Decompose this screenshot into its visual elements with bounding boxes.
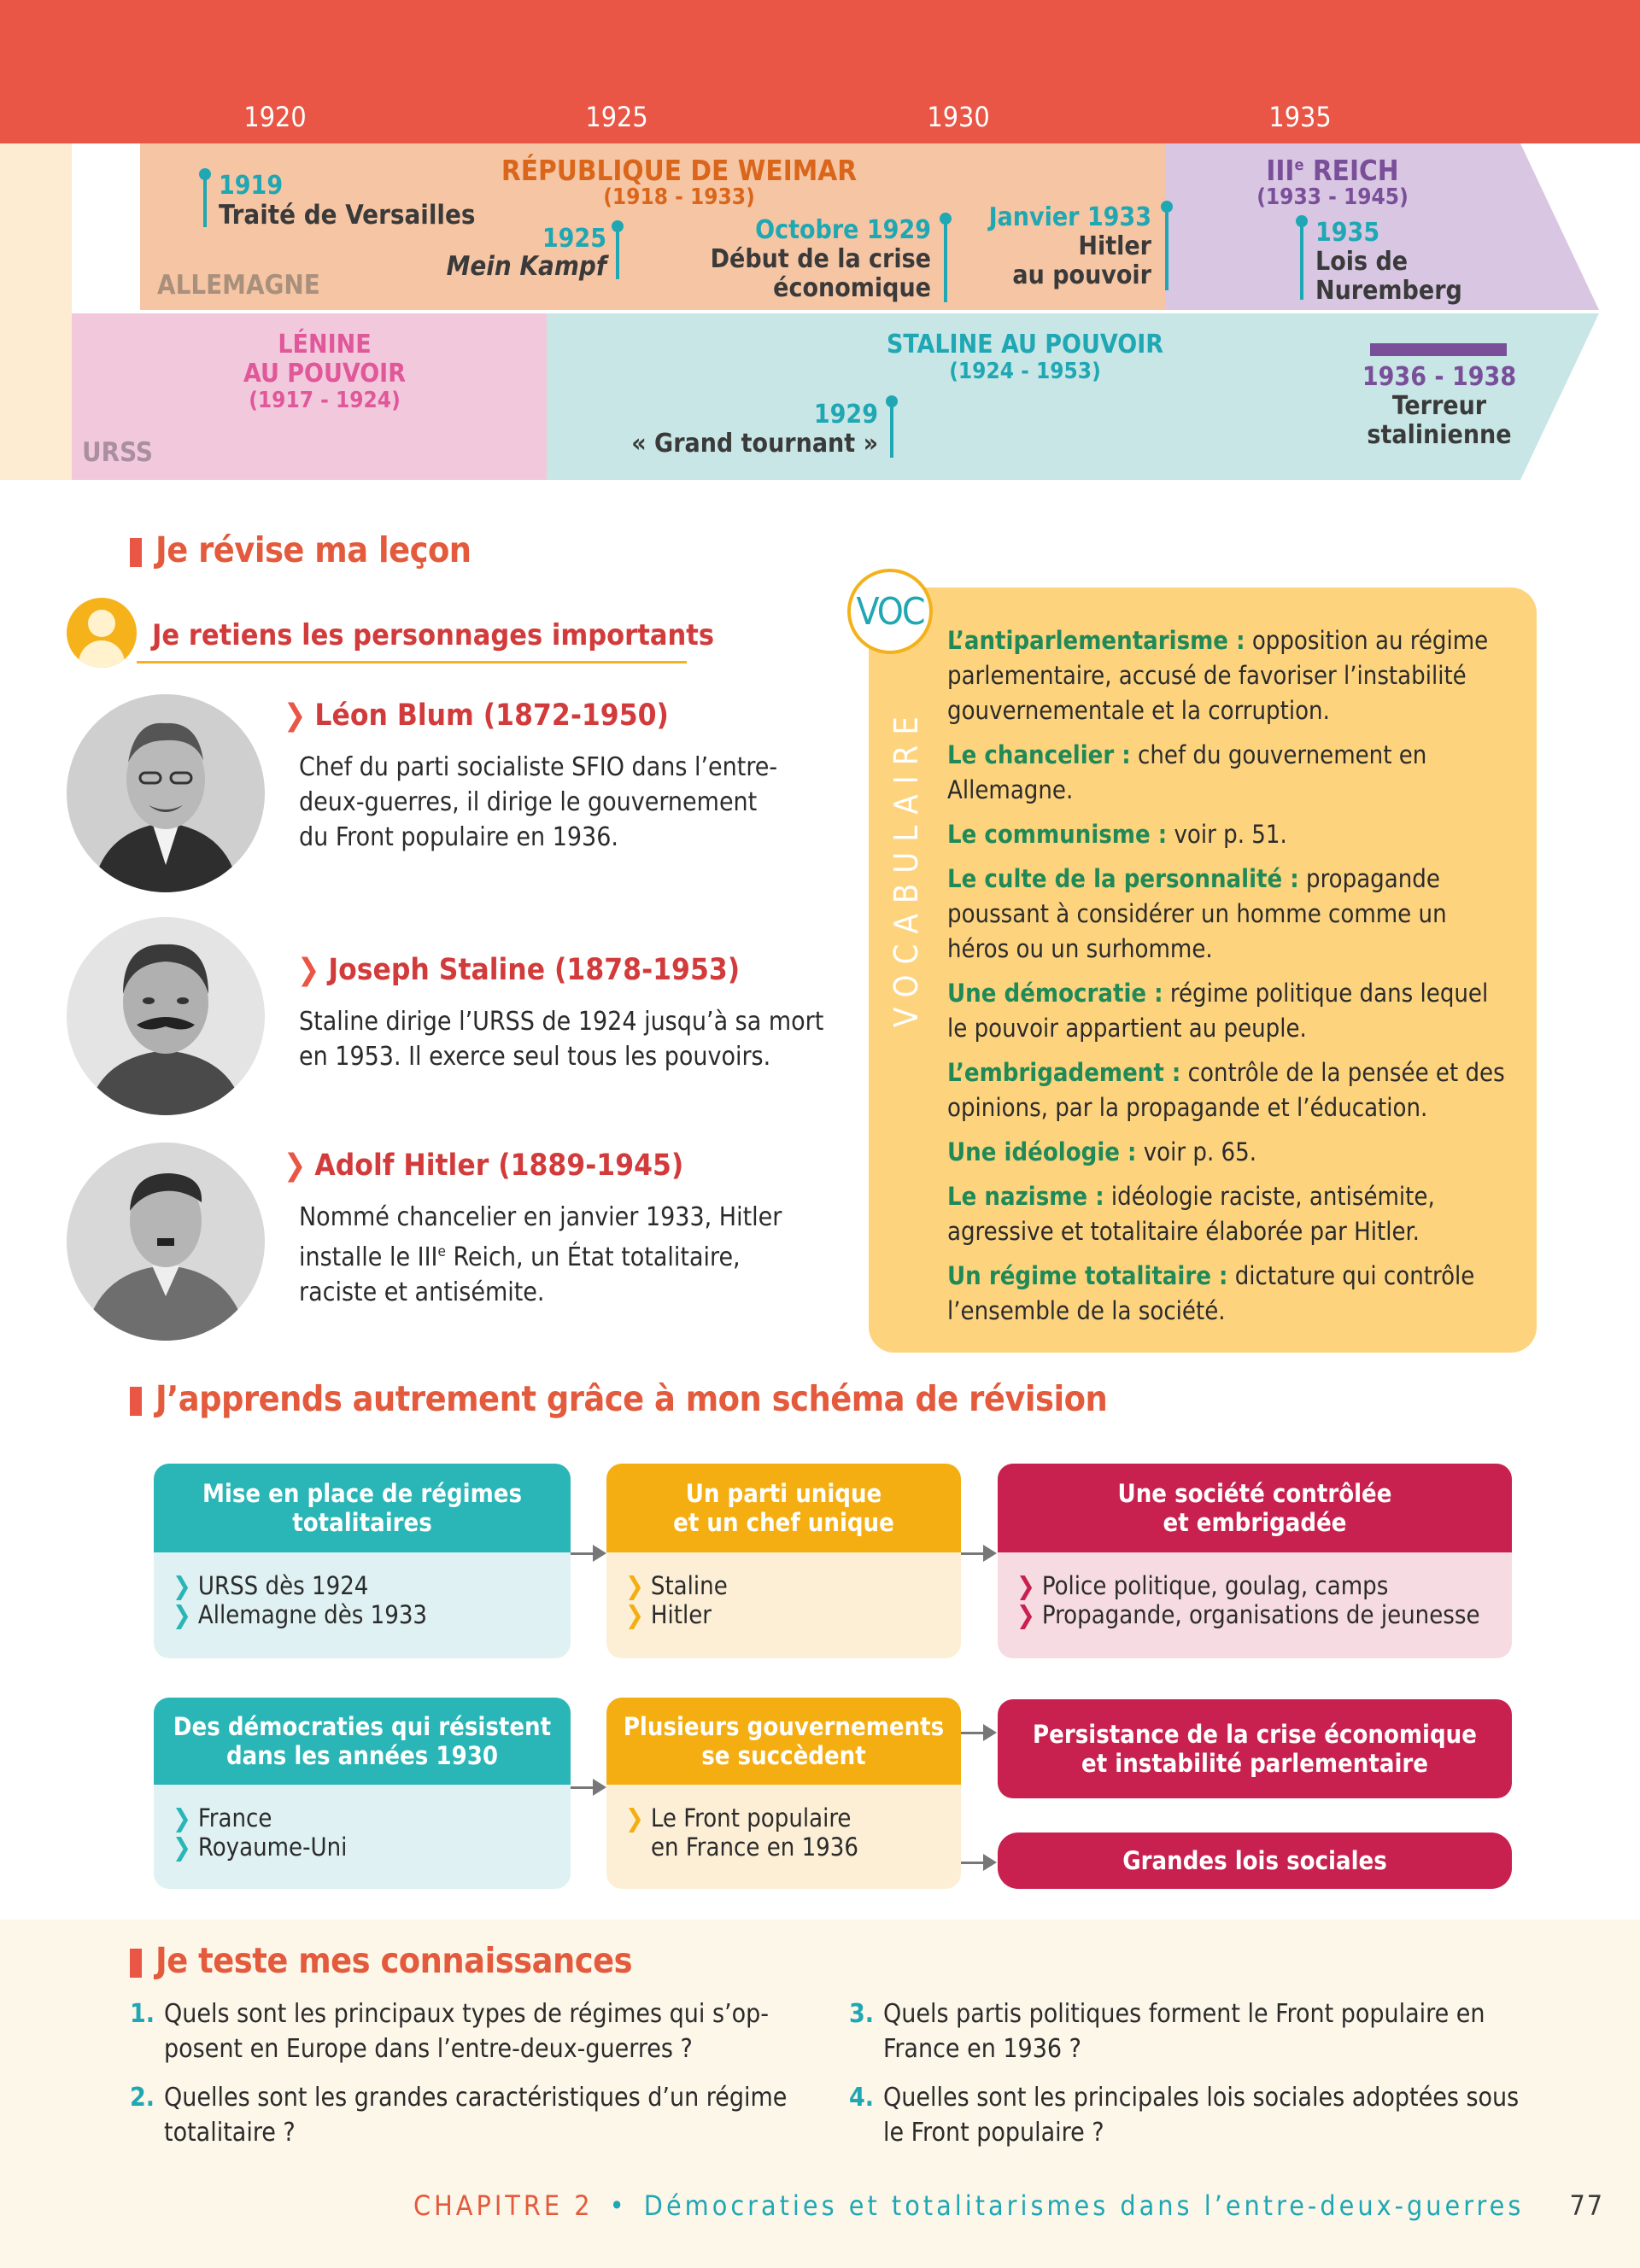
staline-title: STALINE AU POUVOIR xyxy=(886,330,1164,359)
schema-arrow-head xyxy=(593,1779,606,1796)
event-pin-line xyxy=(944,219,947,302)
schema-box-header: Une société contrôlée et embrigadée xyxy=(998,1464,1512,1552)
people-heading: Je retiens les personnages importants xyxy=(152,618,715,652)
event-jan-1933-line1: Hitler xyxy=(1078,231,1151,261)
lenine-line2: AU POUVOIR xyxy=(243,359,407,389)
terror-line1: Terreur xyxy=(1391,391,1487,421)
people-heading-underline xyxy=(137,661,687,663)
event-pin-line xyxy=(1300,221,1303,300)
schema-box-body: ❯ URSS dès 1924 ❯ Allemagne dès 1933 xyxy=(173,1571,428,1629)
weimar-title: RÉPUBLIQUE DE WEIMAR xyxy=(501,154,858,187)
page-number: 77 xyxy=(1569,2189,1605,2222)
timeline-year-1935: 1935 xyxy=(1268,101,1332,133)
terror-dates: 1936 - 1938 xyxy=(1362,362,1517,392)
event-urss-1929-year: 1929 xyxy=(813,400,878,430)
schema-box-header: Des démocraties qui résistent dans les années 1930 xyxy=(154,1698,571,1785)
vocab-entry: Le culte de la personnalité : propagande poussant à considérer un homme comme un héros ou un surhomme. xyxy=(947,864,1447,963)
page-footer xyxy=(413,2189,1604,2222)
section-title-test: Je teste mes connaissances xyxy=(155,1940,633,1981)
section-title-revise: Je révise ma leçon xyxy=(155,529,472,570)
schema-arrow xyxy=(961,1862,985,1864)
event-1935-line2: Nuremberg xyxy=(1315,276,1462,306)
schema-box-body: ❯ Staline ❯ Hitler xyxy=(625,1571,728,1629)
vocab-entry: Une démocratie : régime politique dans lequel le pouvoir appartient au peuple. xyxy=(947,979,1489,1043)
schema-arrow xyxy=(961,1552,985,1555)
lenine-dates: (1917 - 1924) xyxy=(249,388,401,413)
leon-blum-bio: Chef du parti socialiste SFIO dans l’entre- deux-guerres, il dirige le gouvernement du Front populaire en 1936. xyxy=(299,752,778,852)
event-1935-year: 1935 xyxy=(1315,218,1380,248)
leon-blum-name: ❯ Léon Blum (1872-1950) xyxy=(284,699,669,733)
event-1925-year: 1925 xyxy=(542,224,606,254)
staline-name: ❯ Joseph Staline (1878-1953) xyxy=(297,953,741,987)
person-icon xyxy=(67,598,137,668)
question-1: 1. Quels sont les principaux types de régimes qui s’op- posent en Europe dans l’entre-deux-guerres ? xyxy=(130,1999,769,2064)
terror-period-bar xyxy=(1370,343,1507,356)
reich-title: IIIe REICH xyxy=(1266,154,1399,187)
schema-box-persistance-crise: Persistance de la crise économique et instabilité parlementaire xyxy=(998,1699,1512,1798)
question-2: 2. Quelles sont les grandes caractéristiques d’un régime totalitaire ? xyxy=(130,2083,788,2148)
germany-label: ALLEMAGNE xyxy=(157,270,320,301)
vocabulary-list xyxy=(947,623,1511,1329)
event-jan-1933-year: Janvier 1933 xyxy=(988,202,1151,232)
vocab-entry: Le communisme : voir p. 51. xyxy=(947,820,1287,849)
schema-box-gouvernements xyxy=(606,1698,961,1889)
timeline-year-1925: 1925 xyxy=(585,101,648,133)
schema-box-header: Un parti unique et un chef unique xyxy=(606,1464,961,1552)
footer-chapter: CHAPITRE 2 xyxy=(413,2189,594,2222)
event-pin-line xyxy=(203,174,207,227)
schema-box-lois-sociales: Grandes lois sociales xyxy=(998,1833,1512,1889)
event-oct-1929-line2: économique xyxy=(773,273,931,303)
event-oct-1929-line1: Début de la crise xyxy=(710,244,931,274)
schema-box-body: ❯ Le Front populaire en France en 1936 xyxy=(625,1803,858,1862)
schema-box-header: Plusieurs gouvernements se succèdent xyxy=(606,1698,961,1785)
staline-portrait xyxy=(67,917,265,1115)
event-oct-1929-year: Octobre 1929 xyxy=(755,215,931,245)
schema-arrow-head xyxy=(593,1545,606,1562)
vocab-entry: Une idéologie : voir p. 65. xyxy=(947,1137,1257,1166)
timeline-year-1920: 1920 xyxy=(243,101,307,133)
schema-arrow-head xyxy=(983,1854,997,1871)
schema-arrow-head xyxy=(983,1545,997,1562)
vocab-entry: L’embrigadement : contrôle de la pensée et des opinions, par la propagande et l’éducation. xyxy=(947,1058,1505,1122)
footer-bullet: • xyxy=(609,2189,628,2222)
section-title-schema: J’apprends autrement grâce à mon schéma de révision xyxy=(155,1378,1108,1419)
schema-box-body: ❯ France ❯ Royaume-Uni xyxy=(173,1803,348,1862)
terror-line2: stalinienne xyxy=(1367,420,1512,450)
hitler-name: ❯ Adolf Hitler (1889-1945) xyxy=(284,1149,684,1183)
event-pin-line xyxy=(890,401,893,458)
section-marker xyxy=(130,538,142,567)
event-pin-line xyxy=(616,226,619,279)
section-marker xyxy=(130,1949,142,1978)
schema-box-header: Mise en place de régimes totalitaires xyxy=(154,1464,571,1552)
vocab-entry: L’antiparlementarisme : opposition au régime parlementaire, accusé de favoriser l’instabilité gouvernementale et la corruption. xyxy=(947,626,1489,725)
timeline-year-1930: 1930 xyxy=(927,101,990,133)
hitler-bio: Nommé chancelier en janvier 1933, Hitler installe le IIIe Reich, un État totalitaire, raciste et antisémite. xyxy=(299,1202,782,1307)
event-1935-line1: Lois de xyxy=(1315,247,1409,277)
vocab-entry: Un régime totalitaire : dictature qui contrôle l’ensemble de la société. xyxy=(947,1261,1475,1325)
vocabulary-side-label: VOCABULAIRE xyxy=(887,705,925,1028)
weimar-dates: (1918 - 1933) xyxy=(603,184,755,210)
schema-box-societe xyxy=(998,1464,1512,1658)
voc-badge: VOC xyxy=(847,569,933,654)
event-urss-1929-text: « Grand tournant » xyxy=(631,429,878,459)
schema-box-parti-unique xyxy=(606,1464,961,1658)
staline-dates: (1924 - 1953) xyxy=(949,359,1101,384)
event-jan-1933-line2: au pouvoir xyxy=(1012,260,1151,290)
footer-chapter-title: Démocraties et totalitarismes dans l’entre-deux-guerres xyxy=(643,2189,1525,2222)
hitler-portrait xyxy=(67,1143,265,1341)
vocab-entry: Le nazisme : idéologie raciste, antisémite, agressive et totalitaire élaborée par Hitler. xyxy=(947,1182,1435,1246)
schema-box-regimes xyxy=(154,1464,571,1658)
event-1925-text: Mein Kampf xyxy=(446,251,606,282)
leon-blum-portrait xyxy=(67,694,265,892)
question-3: 3. Quels partis politiques forment le Front populaire en France en 1936 ? xyxy=(849,1999,1485,2064)
staline-bio: Staline dirige l’URSS de 1924 jusqu’à sa mort en 1953. Il exerce seul tous les pouvoirs. xyxy=(299,1007,824,1072)
schema-box-body: ❯ Police politique, goulag, camps ❯ Propagande, organisations de jeunesse xyxy=(1016,1571,1480,1629)
question-4: 4. Quelles sont les principales lois sociales adoptées sous le Front populaire ? xyxy=(849,2083,1520,2148)
schema-arrow xyxy=(571,1786,594,1789)
schema-box-democraties xyxy=(154,1698,571,1889)
event-1919-text: Traité de Versailles xyxy=(219,200,476,231)
event-pin-line xyxy=(1165,207,1168,290)
lenine-line1: LÉNINE xyxy=(278,330,372,359)
schema-arrow xyxy=(961,1732,985,1734)
schema-arrow xyxy=(571,1552,594,1555)
schema-arrow-head xyxy=(983,1724,997,1741)
event-1919-year: 1919 xyxy=(219,171,284,201)
reich-dates: (1933 - 1945) xyxy=(1256,184,1409,210)
section-marker xyxy=(130,1387,142,1416)
urss-label: URSS xyxy=(82,437,153,468)
vocab-entry: Le chancelier : chef du gouvernement en Allemagne. xyxy=(947,740,1427,804)
